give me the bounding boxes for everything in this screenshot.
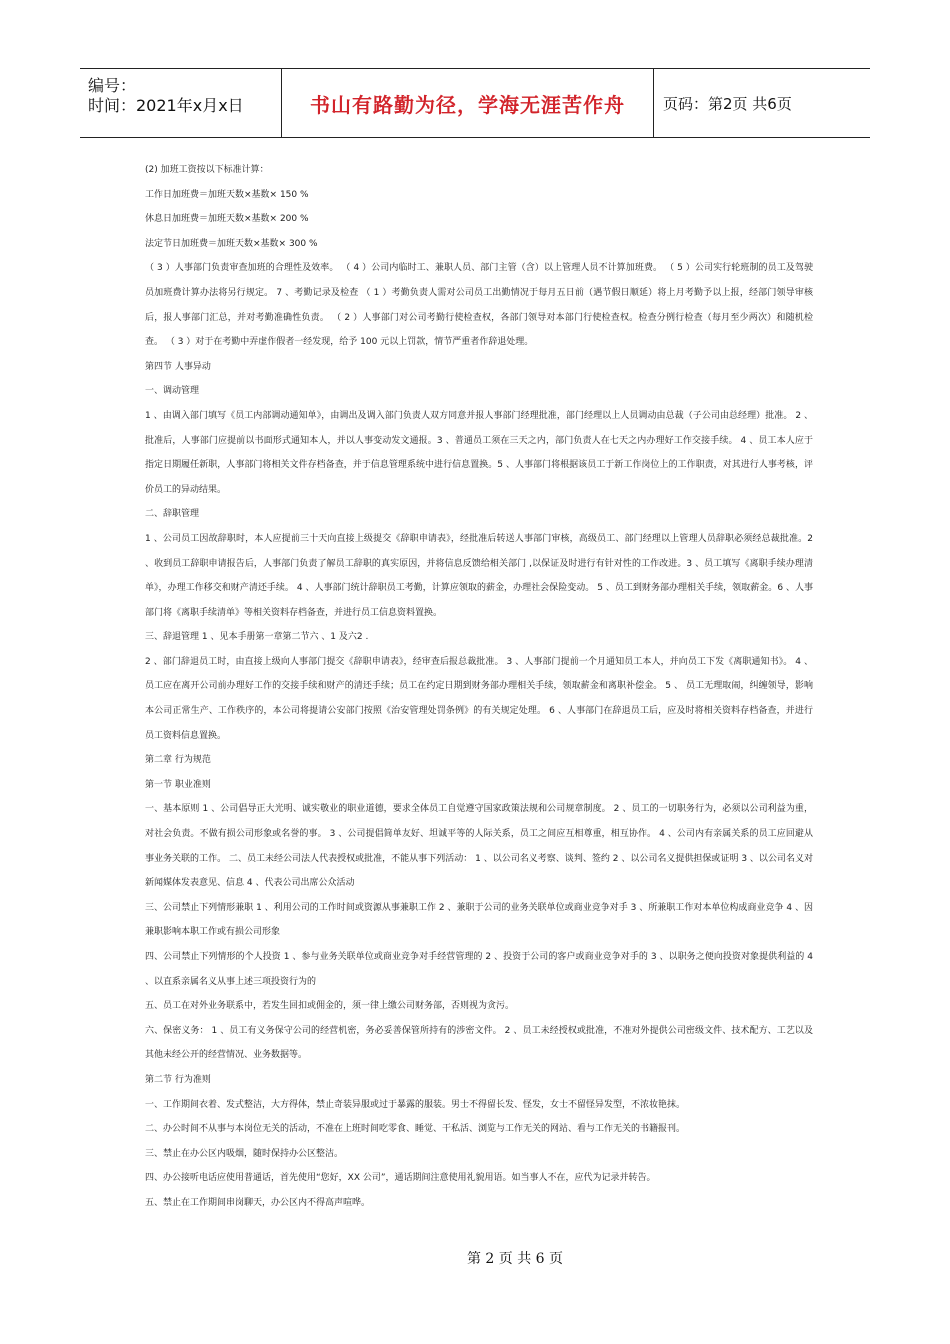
section-heading: 第二节 行为准则 [145, 1074, 211, 1085]
paragraph: 2 、部门辞退员工时，由直接上级向人事部门提交《辞职申请表》，经审查后报总裁批准。 3 、人事部门提前一个月通知员工本人，并向员工下发《离职通知书》。 4 、员工应在离开公司前办理好工作的交接手续和财产的清还手续；员工在约定日期到财务部办理相关手续，领取薪金和离职补偿金。 5 、 员工无理取闹，纠缠领导，影响本公司正常生产、工作秩序的，本公司将提请公安部门按照《治安管理处罚条例》的有关规定处理。 6 、人事部门在辞退员工后，应及时将相关资料存档备查，并进行员工资料信息置换。 [145, 656, 813, 741]
page-header [80, 68, 870, 138]
paragraph: 1 、公司员工因故辞职时，本人应提前三十天向直接上级提交《辞职申请表》，经批准后转送人事部门审核，高级员工、部门经理以上管理人员辞职必须经总裁批准。2 、收到员工辞职申请报告后，人事部门负责了解员工辞职的真实原因，并将信息反馈给相关部门 ,以保证及时进行有针对性的工作改进。3 、员工填写《离职手续办理清单》，办理工作移交和财产清还手续。 4 、人事部门统计辞职员工考勤，计算应领取的薪金，办理社会保险变动。 5 、员工到财务部办理相关手续，领取薪金。6 、人事部门将《离职手续清单》等相关资料存档备查，并进行员工信息资料置换。 [145, 533, 813, 618]
paragraph: 三、禁止在办公区内吸烟，随时保持办公区整洁。 [145, 1148, 344, 1159]
subsection-heading: 二、辞职管理 [145, 509, 200, 520]
footer-page-number: 第 2 页 共 6 页 [466, 1251, 564, 1267]
paragraph: 1 、由调入部门填写《员工内部调动通知单》，由调出及调入部门负责人双方同意并报人事部门经理批准，部门经理以上人员调动由总裁（子公司由总经理）批准。 2 、批准后，人事部门应提前以书面形式通知本人，并以人事变动发文通报。3 、普通员工须在三天之内，部门负责人在七天之内办理好工作交接手续。 4 、员工本人应于指定日期履任新职，人事部门将相关文件存档备查，并于信息管理系统中进行信息置换。5 、人事部门将根据该员工于新工作岗位上的工作职责，对其进行人事考核，评价员工的异动结果。 [145, 410, 813, 495]
paragraph: 法定节日加班费＝加班天数×基数× 300 % [145, 238, 318, 249]
section-heading: 第一节 职业准则 [145, 779, 211, 790]
subsection-heading: 一、调动管理 [145, 386, 200, 397]
header-page-cell [653, 69, 870, 137]
paragraph: 一、工作期间衣着、发式整洁，大方得体，禁止奇装异服或过于暴露的服装。男士不得留长发、怪发，女士不留怪异发型，不浓妆艳抹。 [145, 1099, 686, 1110]
paragraph: 五、员工在对外业务联系中，若发生回扣或佣金的，须一律上缴公司财务部，否则视为贪污。 [145, 1001, 515, 1012]
page-footer [0, 1248, 950, 1268]
paragraph: 工作日加班费＝加班天数×基数× 150 % [145, 189, 309, 200]
paragraph: 五、禁止在工作期间串岗聊天，办公区内不得高声喧哗。 [145, 1197, 371, 1208]
paragraph: 四、公司禁止下列情形的个人投资 1 、参与业务关联单位或商业竞争对手经营管理的 2 、投资于公司的客户或商业竞争对手的 3 、以职务之便向投资对象提供利益的 4 、以直系亲属名义从事上述三项投资行为的 [145, 952, 813, 987]
header-motto-cell [281, 69, 654, 137]
paragraph: 二、办公时间不从事与本岗位无关的活动，不准在上班时间吃零食、睡觉、干私活、浏览与工作无关的网站、看与工作无关的书籍报刊。 [145, 1124, 686, 1135]
paragraph: 三、公司禁止下列情形兼职 1 、利用公司的工作时间或资源从事兼职工作 2 、兼职于公司的业务关联单位或商业竞争对手 3 、所兼职工作对本单位构成商业竞争 4 、因兼职影响本职工作或有损公司形象 [145, 902, 813, 938]
paragraph: 四、办公接听电话应使用普通话，首先使用“您好，XX 公司”，通话期间注意使用礼貌用语。如当事人不在，应代为记录并转告。 [145, 1173, 656, 1184]
document-body [145, 158, 813, 1216]
header-page-info: 页码：第2页 共6页 [663, 94, 792, 113]
paragraph: (2) 加班工资按以下标准计算： [145, 165, 269, 175]
header-motto: 书山有路勤为径，学海无涯苦作舟 [310, 92, 625, 117]
section-heading: 第四节 人事异动 [145, 361, 211, 372]
paragraph: 三、辞退管理 1 、见本手册第一章第二节六 、1 及六2 . [145, 632, 369, 643]
paragraph: （ 3 ）人事部门负责审查加班的合理性及效率。 （ 4 ）公司内临时工、兼职人员、部门主管（含）以上管理人员不计算加班费。 （ 5 ）公司实行轮班制的员工及驾驶员加班费计算办法将另行规定。 7 、考勤记录及检查 （ 1 ）考勤负责人需对公司员工出勤情况于每月五日前（遇节假日顺延）将上月考勤予以上报，经部门领导审核后，报人事部门汇总，并对考勤准确性负责。 （ 2 ）人事部门对公司考勤行使检查权，各部门领导对本部门行使检查权。检查分例行检查（每月至少两次）和随机检查。 （ 3 ）对于在考勤中弄虚作假者一经发现，给予 100 元以上罚款，情节严重者作辞退处理。 [145, 263, 813, 348]
chapter-heading: 第二章 行为规范 [145, 755, 211, 766]
header-info-cell [80, 69, 280, 137]
paragraph: 六、保密义务： 1 、员工有义务保守公司的经营机密，务必妥善保管所持有的涉密文件。 2 、员工未经授权或批准，不准对外提供公司密级文件、技术配方、工艺以及其他未经公开的经营情况、业务数据等。 [145, 1025, 813, 1061]
document-number-label: 编号： [88, 76, 137, 95]
document-time-label: 时间：2021年x月x日 [88, 96, 244, 115]
paragraph: 一、基本原则 1 、公司倡导正大光明、诚实敬业的职业道德，要求全体员工自觉遵守国家政策法规和公司规章制度。 2 、员工的一切职务行为，必须以公司利益为重，对社会负责。不做有损公司形象或名誉的事。 3 、公司提倡简单友好、坦诚平等的人际关系，员工之间应互相尊重，相互协作。 4 、公司内有亲属关系的员工应回避从事业务关联的工作。 二、员工未经公司法人代表授权或批准，不能从事下列活动： 1 、以公司名义考察、谈判、签约 2 、以公司名义提供担保或证明 3 、以公司名义对新闻媒体发表意见、信息 4 、代表公司出席公众活动 [145, 804, 813, 889]
paragraph: 休息日加班费＝加班天数×基数× 200 % [145, 214, 309, 225]
